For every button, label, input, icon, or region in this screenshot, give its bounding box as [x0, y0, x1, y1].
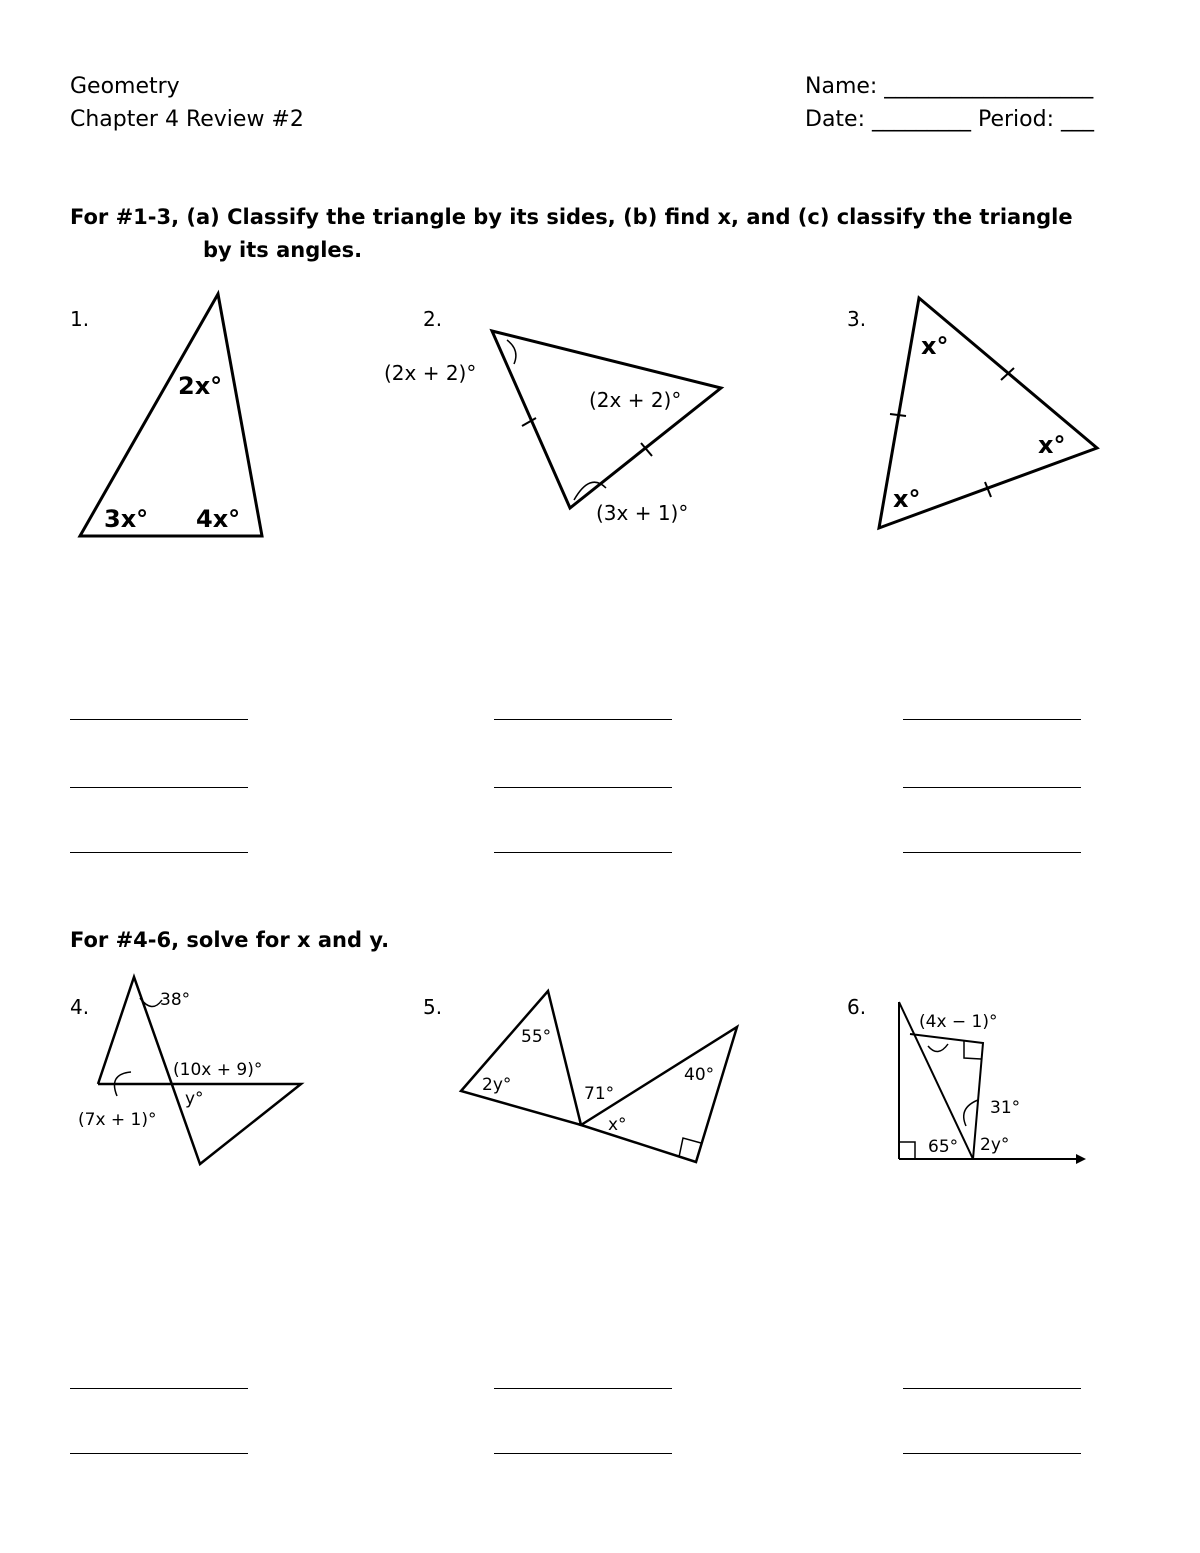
label-5-angle-40: 40° [684, 1065, 715, 1085]
label-1-left: 3x° [104, 505, 149, 533]
section1-instruction: For #1-3, (a) Classify the triangle by its sides, (b) find x, and (c) classify the triangle [70, 205, 1073, 229]
triangle-1 [80, 294, 262, 536]
label-5-angle-x: x° [608, 1115, 627, 1135]
label-1-right: 4x° [196, 505, 241, 533]
label-1-top: 2x° [178, 372, 223, 400]
label-6-angle-65: 65° [928, 1137, 959, 1157]
label-4-angle-10x: (10x + 9)° [173, 1060, 263, 1080]
label-3-right: x° [1038, 431, 1066, 459]
label-2-right: (2x + 2)° [589, 388, 682, 412]
problem-3-number: 3. [847, 307, 867, 331]
problem-2-number: 2. [423, 307, 443, 331]
subject-title: Geometry [70, 74, 180, 99]
triangle-3 [879, 298, 1097, 528]
problem-4-number: 4. [70, 995, 90, 1019]
figure-6 [899, 1002, 1086, 1164]
label-5-angle-55: 55° [521, 1027, 552, 1047]
section2-instruction: For #4-6, solve for x and y. [70, 928, 390, 952]
label-6-angle-4x: (4x − 1)° [919, 1012, 998, 1032]
problem-6-number: 6. [847, 995, 867, 1019]
label-2-bottom: (3x + 1)° [596, 501, 689, 525]
label-4-angle-y: y° [185, 1089, 204, 1109]
label-4-angle-38: 38° [160, 990, 191, 1010]
label-6-angle-31: 31° [990, 1098, 1021, 1118]
name-field[interactable]: Name: ___________________ [805, 74, 1094, 99]
label-5-angle-71: 71° [584, 1084, 615, 1104]
label-6-angle-2y: 2y° [980, 1135, 1010, 1155]
triangle-2 [384, 331, 721, 525]
figure-5 [461, 991, 737, 1162]
figure-4 [78, 977, 301, 1164]
label-3-bottom: x° [893, 485, 921, 513]
date-period-field[interactable]: Date: _________ Period: ___ [805, 107, 1094, 132]
problem-5-number: 5. [423, 995, 443, 1019]
problem-1-number: 1. [70, 307, 90, 331]
label-3-top: x° [921, 332, 949, 360]
label-5-angle-2y: 2y° [482, 1075, 512, 1095]
label-4-angle-7x: (7x + 1)° [78, 1110, 157, 1130]
chapter-title: Chapter 4 Review #2 [70, 107, 304, 132]
section1-instruction-cont: by its angles. [203, 238, 363, 262]
label-2-top: (2x + 2)° [384, 361, 477, 385]
